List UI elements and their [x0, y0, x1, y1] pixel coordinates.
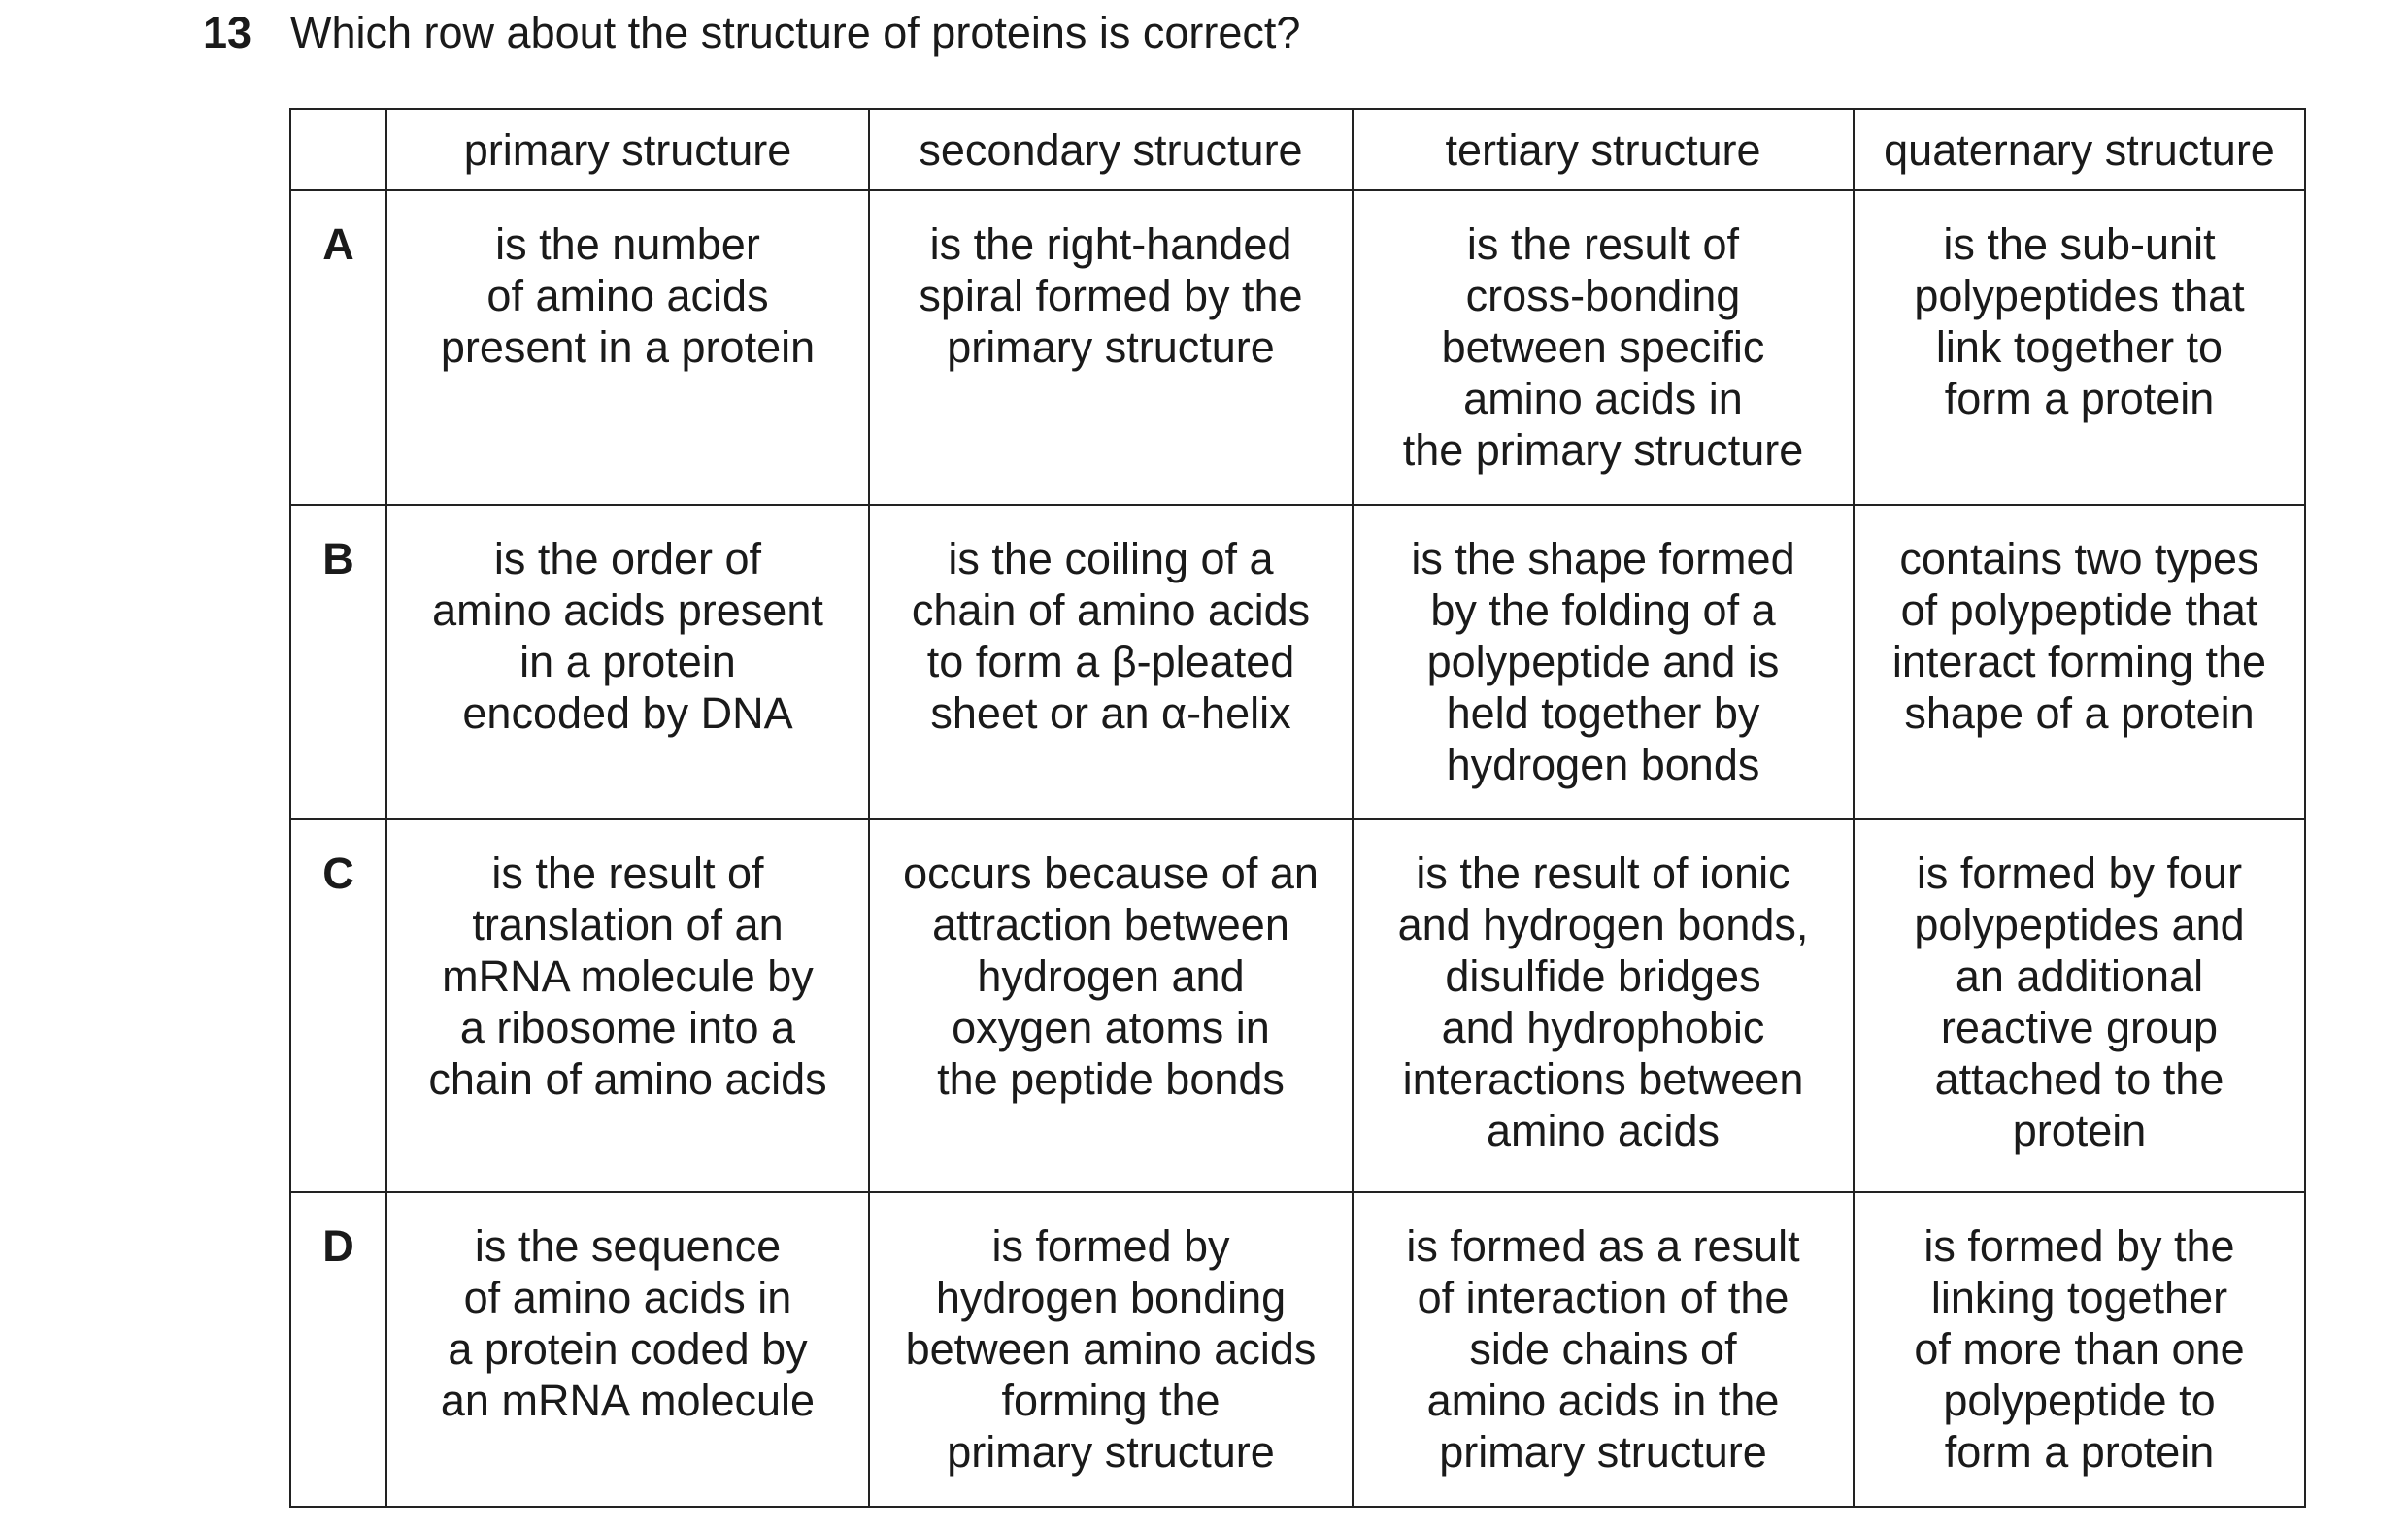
- header-tertiary-structure: tertiary structure: [1353, 109, 1854, 190]
- header-secondary-structure: secondary structure: [869, 109, 1353, 190]
- answer-table: [289, 108, 2306, 1508]
- tertiary-cell: is the shape formed by the folding of a polypeptide and is held together by hydrogen bonds: [1353, 505, 1854, 819]
- primary-cell: is the result of translation of an mRNA molecule by a ribosome into a chain of amino acids: [386, 819, 869, 1192]
- row-letter: A: [290, 190, 386, 505]
- question-heading: [203, 4, 1300, 62]
- header-primary-structure: primary structure: [386, 109, 869, 190]
- quaternary-cell: is the sub-unit polypeptides that link together to form a protein: [1854, 190, 2305, 505]
- primary-cell: is the number of amino acids present in a protein: [386, 190, 869, 505]
- table-row: [290, 819, 2305, 1192]
- row-letter: D: [290, 1192, 386, 1507]
- quaternary-cell: is formed by the linking together of more than one polypeptide to form a protein: [1854, 1192, 2305, 1507]
- tertiary-cell: is the result of cross-bonding between specific amino acids in the primary structure: [1353, 190, 1854, 505]
- header-quaternary-structure: quaternary structure: [1854, 109, 2305, 190]
- tertiary-cell: is formed as a result of interaction of the side chains of amino acids in the primary structure: [1353, 1192, 1854, 1507]
- primary-cell: is the order of amino acids present in a protein encoded by DNA: [386, 505, 869, 819]
- question-number: 13: [203, 8, 252, 57]
- secondary-cell: occurs because of an attraction between hydrogen and oxygen atoms in the peptide bonds: [869, 819, 1353, 1192]
- tertiary-cell: is the result of ionic and hydrogen bonds, disulfide bridges and hydrophobic interactions between amino acids: [1353, 819, 1854, 1192]
- table-row: [290, 190, 2305, 505]
- header-corner-cell: [290, 109, 386, 190]
- secondary-cell: is formed by hydrogen bonding between amino acids forming the primary structure: [869, 1192, 1353, 1507]
- primary-cell: is the sequence of amino acids in a protein coded by an mRNA molecule: [386, 1192, 869, 1507]
- table-row: [290, 505, 2305, 819]
- header-row: [290, 109, 2305, 190]
- table-row: [290, 1192, 2305, 1507]
- question-text: Which row about the structure of proteins is correct?: [290, 8, 1301, 57]
- row-letter: C: [290, 819, 386, 1192]
- secondary-cell: is the coiling of a chain of amino acids to form a β-pleated sheet or an α-helix: [869, 505, 1353, 819]
- quaternary-cell: contains two types of polypeptide that interact forming the shape of a protein: [1854, 505, 2305, 819]
- secondary-cell: is the right-handed spiral formed by the primary structure: [869, 190, 1353, 505]
- quaternary-cell: is formed by four polypeptides and an additional reactive group attached to the protein: [1854, 819, 2305, 1192]
- row-letter: B: [290, 505, 386, 819]
